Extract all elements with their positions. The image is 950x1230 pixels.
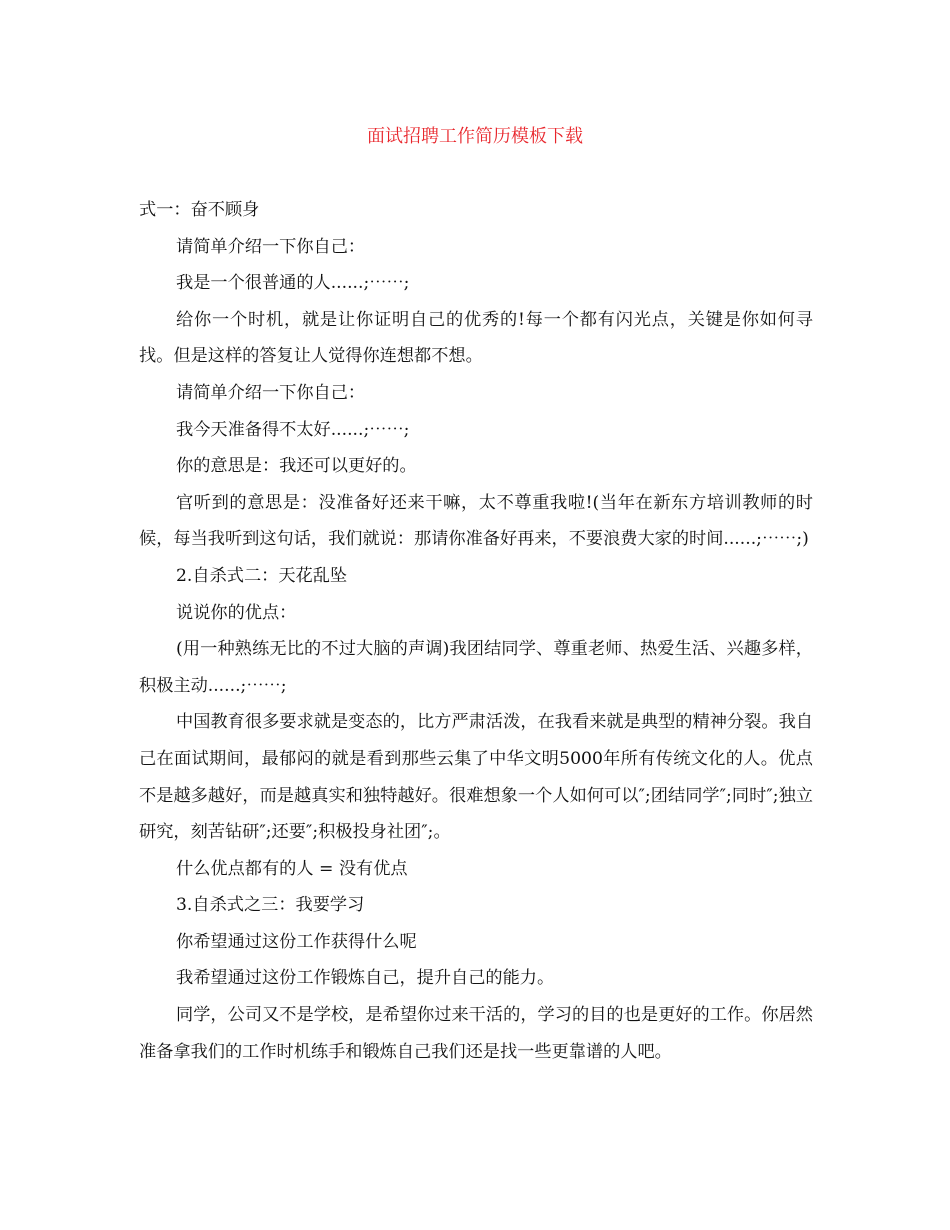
paragraph: 说说你的优点： — [176, 602, 297, 623]
paragraph: 式一：奋不顾身 — [139, 200, 260, 220]
document-title: 面试招聘工作简历模板下载 — [367, 126, 583, 147]
paragraph: 你的意思是：我还可以更好的。 — [176, 456, 417, 477]
paragraph: 中国教育很多要求就是变态的，比方严肃活泼，在我看来就是典型的精神分裂。我自己在面试期间，最郁闷的就是看到那些云集了中华文明5000年所有传统文化的人。优点不是越多越好，而是越真实和独特越好。很难想象一个人如何可以″;团结同学″;同时″;独立研究，刻苦钻研″;还要″;积极投身社团″;。 — [139, 712, 813, 843]
paragraph: 我希望通过这份工作锻炼自己，提升自己的能力。 — [176, 968, 555, 989]
paragraph: 你希望通过这份工作获得什么呢 — [176, 931, 417, 952]
paragraph: 给你一个时机，就是让你证明自己的优秀的!每一个都有闪光点，关键是你如何寻找。但是这样的答复让人觉得你连想都不想。 — [139, 309, 813, 367]
paragraph: 我今天准备得不太好......;⋯⋯; — [176, 419, 410, 440]
paragraph: 同学，公司又不是学校，是希望你过来干活的，学习的目的也是更好的工作。你居然准备拿我们的工作时机练手和锻炼自己我们还是找一些更靠谱的人吧。 — [139, 1005, 813, 1062]
section-heading: 2.自杀式二：天花乱坠 — [176, 565, 348, 586]
section-heading: 3.自杀式之三：我要学习 — [176, 895, 365, 916]
paragraph: 我是一个很普通的人......;⋯⋯; — [176, 273, 410, 294]
paragraph: 什么优点都有的人 = 没有优点 — [176, 858, 408, 879]
paragraph: 请简单介绍一下你自己： — [176, 236, 366, 257]
paragraph: (用一种熟练无比的不过大脑的声调)我团结同学、尊重老师、热爱生活、兴趣多样，积极主动......;⋯⋯; — [139, 639, 813, 696]
paragraph: 请简单介绍一下你自己： — [176, 382, 366, 403]
document-body — [139, 192, 813, 1070]
paragraph: 官听到的意思是：没准备好还来干嘛，太不尊重我啦!(当年在新东方培训教师的时候，每当我听到这句话，我们就说：那请你准备好再来，不要浪费大家的时间......;⋯⋯;) — [139, 492, 813, 550]
